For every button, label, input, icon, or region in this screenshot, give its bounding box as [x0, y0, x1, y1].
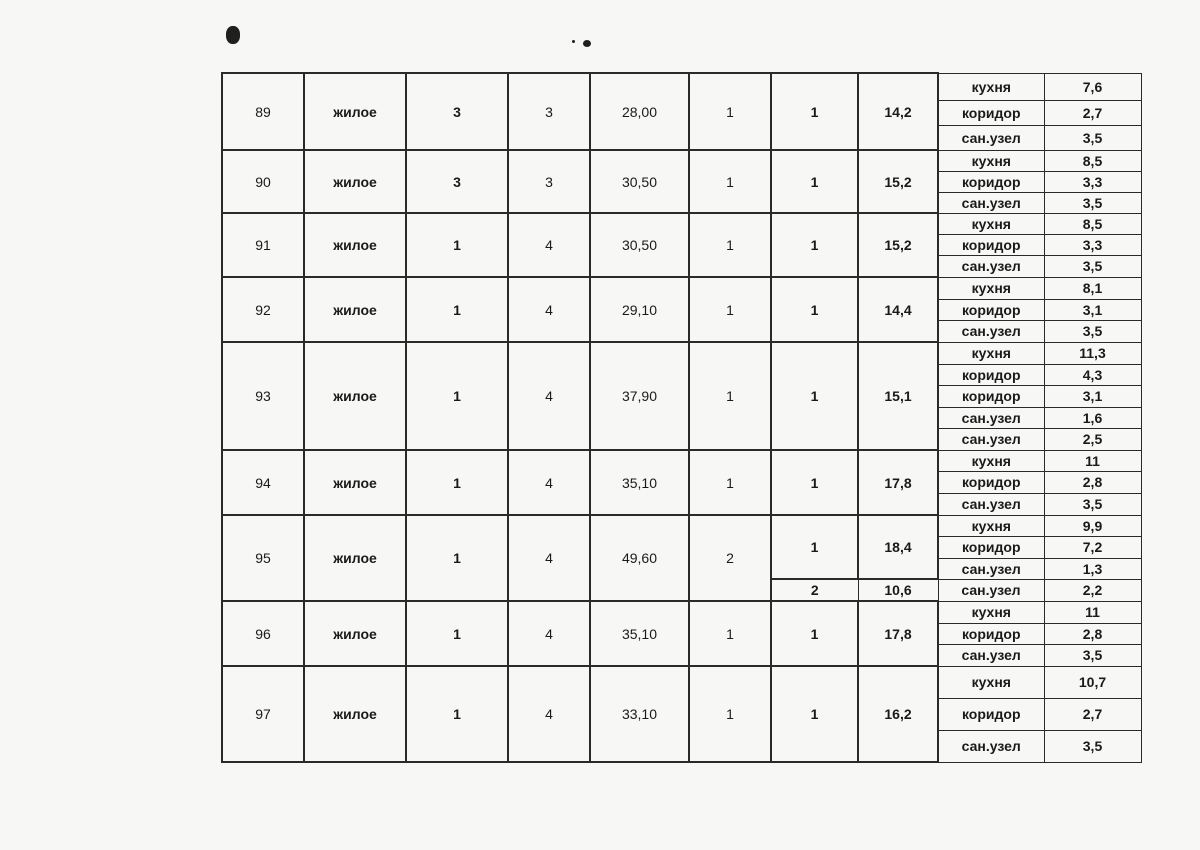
col6-value: 1 — [689, 601, 771, 666]
col6-value: 1 — [689, 277, 771, 342]
living-area: 17,8 — [858, 601, 938, 666]
room-name: коридор — [938, 698, 1044, 730]
apartment-number: 94 — [222, 450, 304, 515]
room-name: кухня — [938, 277, 1044, 299]
apartment-table — [221, 72, 1142, 763]
room-number: 1 — [771, 150, 858, 213]
room-area: 2,7 — [1044, 100, 1141, 125]
col3-value: 1 — [406, 515, 508, 601]
table-row — [222, 515, 1141, 536]
apartment-type: жилое — [304, 73, 406, 150]
total-area: 29,10 — [590, 277, 689, 342]
room-area: 3,1 — [1044, 385, 1141, 407]
col4-value: 4 — [508, 515, 590, 601]
apartment-type: жилое — [304, 515, 406, 601]
room-name: кухня — [938, 73, 1044, 100]
apartment-type: жилое — [304, 150, 406, 213]
room-area: 3,5 — [1044, 125, 1141, 150]
room-name: кухня — [938, 150, 1044, 171]
room-area: 4,3 — [1044, 364, 1141, 385]
col3-value: 1 — [406, 213, 508, 277]
room-area: 3,5 — [1044, 320, 1141, 342]
room-name: коридор — [938, 234, 1044, 255]
room-name: сан.узел — [938, 558, 1044, 579]
col3-value: 3 — [406, 150, 508, 213]
room-number: 1 — [771, 601, 858, 666]
room-area: 7,6 — [1044, 73, 1141, 100]
room-area: 2,8 — [1044, 471, 1141, 493]
room-number: 1 — [771, 277, 858, 342]
room-area: 7,2 — [1044, 536, 1141, 558]
room-name: сан.узел — [938, 644, 1044, 666]
apartment-type: жилое — [304, 342, 406, 450]
room-name: коридор — [938, 299, 1044, 320]
room-name: кухня — [938, 515, 1044, 536]
living-area: 15,2 — [858, 150, 938, 213]
apartment-type: жилое — [304, 666, 406, 762]
col3-value: 1 — [406, 342, 508, 450]
table-row — [222, 450, 1141, 471]
room-area: 11 — [1044, 450, 1141, 471]
col4-value: 3 — [508, 73, 590, 150]
room-area: 1,6 — [1044, 407, 1141, 428]
apartment-type: жилое — [304, 601, 406, 666]
col3-value: 3 — [406, 73, 508, 150]
room-name: сан.узел — [938, 255, 1044, 277]
living-area: 15,1 — [858, 342, 938, 450]
room-area: 3,5 — [1044, 730, 1141, 762]
room-name: коридор — [938, 171, 1044, 192]
living-area: 10,6 — [858, 579, 938, 601]
apartment-number: 90 — [222, 150, 304, 213]
apartment-type: жилое — [304, 277, 406, 342]
table-row — [222, 213, 1141, 234]
room-name: кухня — [938, 450, 1044, 471]
col3-value: 1 — [406, 450, 508, 515]
col4-value: 3 — [508, 150, 590, 213]
apartment-type: жилое — [304, 213, 406, 277]
room-name: кухня — [938, 666, 1044, 698]
room-name: коридор — [938, 471, 1044, 493]
apartment-number: 89 — [222, 73, 304, 150]
room-area: 3,1 — [1044, 299, 1141, 320]
room-area: 2,7 — [1044, 698, 1141, 730]
room-area: 10,7 — [1044, 666, 1141, 698]
table-row — [222, 342, 1141, 364]
scan-speck — [572, 40, 575, 43]
room-name: сан.узел — [938, 407, 1044, 428]
room-name: кухня — [938, 342, 1044, 364]
col4-value: 4 — [508, 213, 590, 277]
room-name: сан.узел — [938, 320, 1044, 342]
room-number: 2 — [771, 579, 858, 601]
room-number: 1 — [771, 342, 858, 450]
table-row — [222, 73, 1141, 100]
room-name: сан.узел — [938, 192, 1044, 213]
total-area: 28,00 — [590, 73, 689, 150]
room-area: 2,2 — [1044, 579, 1141, 601]
total-area: 49,60 — [590, 515, 689, 601]
room-area: 11,3 — [1044, 342, 1141, 364]
room-area: 8,5 — [1044, 150, 1141, 171]
room-area: 3,5 — [1044, 192, 1141, 213]
room-area: 3,3 — [1044, 171, 1141, 192]
apartment-number: 92 — [222, 277, 304, 342]
room-area: 2,8 — [1044, 623, 1141, 644]
total-area: 35,10 — [590, 450, 689, 515]
total-area: 30,50 — [590, 150, 689, 213]
living-area: 16,2 — [858, 666, 938, 762]
apartment-number: 91 — [222, 213, 304, 277]
col6-value: 2 — [689, 515, 771, 601]
col6-value: 1 — [689, 150, 771, 213]
apartment-type: жилое — [304, 450, 406, 515]
col6-value: 1 — [689, 666, 771, 762]
col4-value: 4 — [508, 277, 590, 342]
scan-speck — [226, 26, 240, 44]
living-area: 17,8 — [858, 450, 938, 515]
col6-value: 1 — [689, 73, 771, 150]
living-area: 18,4 — [858, 515, 938, 579]
total-area: 33,10 — [590, 666, 689, 762]
col4-value: 4 — [508, 601, 590, 666]
room-number: 1 — [771, 666, 858, 762]
col3-value: 1 — [406, 277, 508, 342]
apartment-number: 96 — [222, 601, 304, 666]
room-name: коридор — [938, 623, 1044, 644]
room-area: 3,5 — [1044, 644, 1141, 666]
total-area: 30,50 — [590, 213, 689, 277]
room-name: коридор — [938, 536, 1044, 558]
apartment-number: 95 — [222, 515, 304, 601]
table-row — [222, 601, 1141, 623]
room-number: 1 — [771, 73, 858, 150]
col3-value: 1 — [406, 666, 508, 762]
table-row — [222, 666, 1141, 698]
total-area: 37,90 — [590, 342, 689, 450]
room-area: 3,5 — [1044, 255, 1141, 277]
room-number: 1 — [771, 213, 858, 277]
col4-value: 4 — [508, 450, 590, 515]
room-name: сан.узел — [938, 579, 1044, 601]
col4-value: 4 — [508, 342, 590, 450]
room-area: 2,5 — [1044, 428, 1141, 450]
apartment-number: 97 — [222, 666, 304, 762]
living-area: 14,4 — [858, 277, 938, 342]
room-area: 3,5 — [1044, 493, 1141, 515]
room-area: 1,3 — [1044, 558, 1141, 579]
apartment-number: 93 — [222, 342, 304, 450]
room-name: коридор — [938, 364, 1044, 385]
scan-speck — [583, 40, 591, 47]
room-name: коридор — [938, 100, 1044, 125]
table-row — [222, 150, 1141, 171]
room-area: 8,5 — [1044, 213, 1141, 234]
col3-value: 1 — [406, 601, 508, 666]
col4-value: 4 — [508, 666, 590, 762]
col6-value: 1 — [689, 213, 771, 277]
living-area: 14,2 — [858, 73, 938, 150]
room-number: 1 — [771, 450, 858, 515]
room-name: сан.узел — [938, 125, 1044, 150]
col6-value: 1 — [689, 342, 771, 450]
room-name: кухня — [938, 601, 1044, 623]
room-name: кухня — [938, 213, 1044, 234]
col6-value: 1 — [689, 450, 771, 515]
room-name: сан.узел — [938, 493, 1044, 515]
table-row — [222, 277, 1141, 299]
room-area: 9,9 — [1044, 515, 1141, 536]
total-area: 35,10 — [590, 601, 689, 666]
room-area: 11 — [1044, 601, 1141, 623]
room-area: 8,1 — [1044, 277, 1141, 299]
living-area: 15,2 — [858, 213, 938, 277]
room-name: сан.узел — [938, 730, 1044, 762]
room-name: коридор — [938, 385, 1044, 407]
room-area: 3,3 — [1044, 234, 1141, 255]
room-number: 1 — [771, 515, 858, 579]
room-name: сан.узел — [938, 428, 1044, 450]
